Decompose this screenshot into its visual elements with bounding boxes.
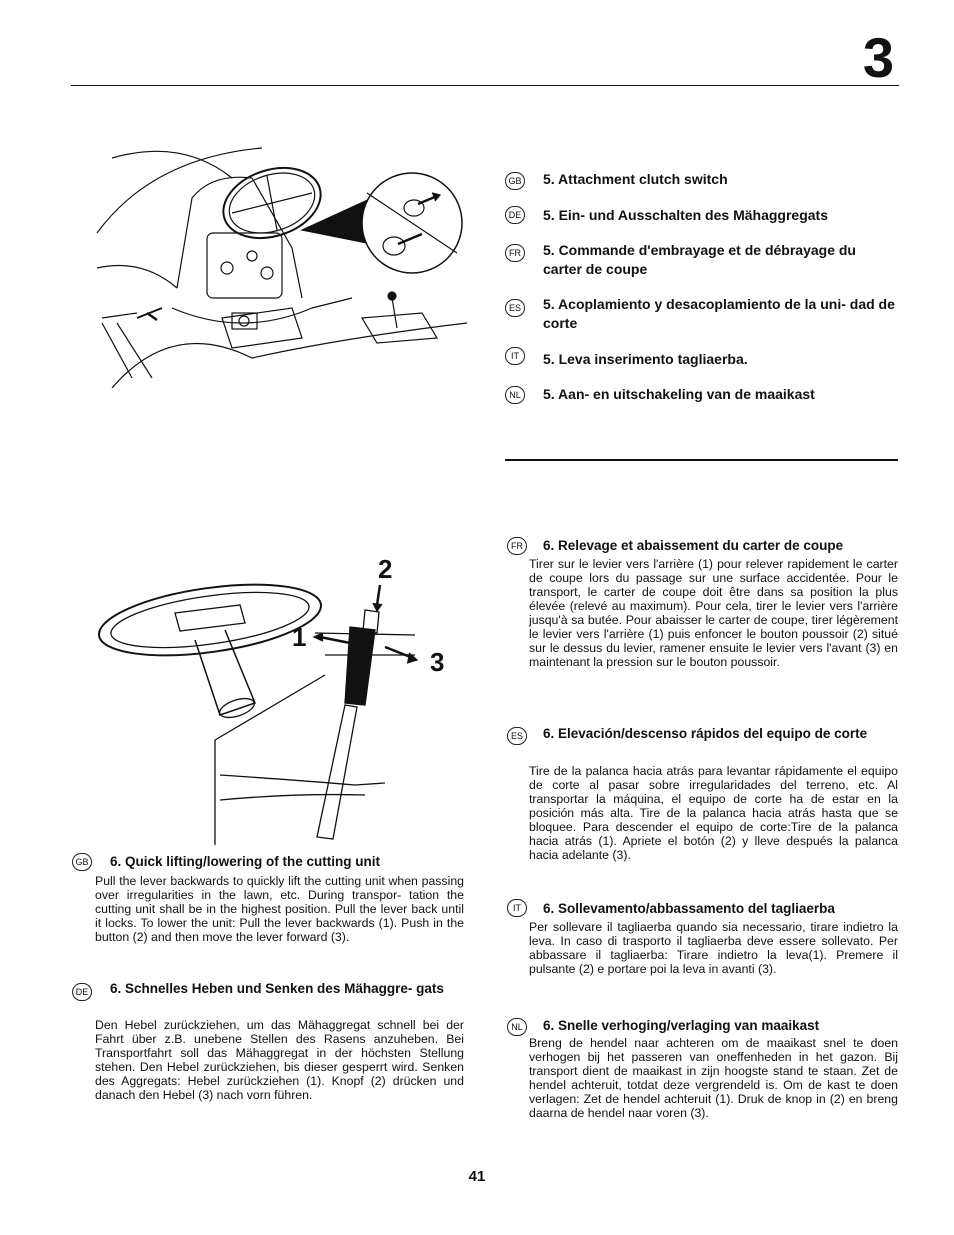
section-body-gb: Pull the lever backwards to quickly lift the cutting unit when passing over irregularities in the lawn, etc. During transpor- tation the cutting unit shall be in the highest position. Pull the lever back until it locks. To lower the unit: Pull the lever backwards (1). Push in the button (2) and then move the lever forward (3). (95, 874, 464, 944)
switch-item-gb: 5. Attachment clutch switch (543, 171, 728, 187)
lang-badge-de-6: DE (72, 983, 92, 1001)
section-title-de: 6. Schnelles Heben und Senken des Mähaggre- gats (110, 981, 444, 996)
lang-badge-de: DE (505, 206, 525, 224)
lang-badge-nl: NL (505, 386, 525, 404)
switch-item-nl: 5. Aan- en uitschakeling van de maaikast (543, 386, 815, 402)
header-rule (71, 85, 899, 86)
lang-badge-fr: FR (505, 244, 525, 262)
switch-item-es: 5. Acoplamiento y desacoplamiento de la uni- dad de corte (543, 296, 895, 331)
switch-item-de: 5. Ein- und Ausschalten des Mähaggregats (543, 207, 828, 223)
figure-label-2: 2 (378, 554, 393, 584)
lang-badge-nl-6: NL (507, 1018, 527, 1036)
section-body-es: Tire de la palanca hacia atrás para levantar rápidamente el equipo de corte al pasar sobre irregularidades del terreno, etc. Al transportar la máquina, el equipo de corte ha de estar en la posición más alta. Tire de la palanca hacia atrás hasta que se bloquee. Para descender el equipo de corte:Tire de la palanca hacia atrás (1). Apriete el botón (2) y lleve después la palanca hacia adelante (3). (529, 764, 898, 862)
figure-lift-lever (95, 555, 455, 845)
section-title-es: 6. Elevación/descenso rápidos del equipo de corte (543, 726, 868, 741)
switch-item-fr: 5. Commande d'embrayage et de débrayage du carter de coupe (543, 242, 856, 277)
switch-item-it: 5. Leva inserimento tagliaerba. (543, 351, 748, 367)
section-title-fr: 6. Relevage et abaissement du carter de coupe (543, 538, 844, 553)
page-number: 41 (468, 1168, 486, 1185)
lang-badge-it: IT (505, 347, 525, 365)
section-divider (505, 459, 898, 461)
section-title-it: 6. Sollevamento/abbassamento del tagliaerba (543, 901, 835, 916)
figure-label-3: 3 (430, 647, 445, 677)
lang-badge-gb-6: GB (72, 853, 92, 871)
lang-badge-it-6: IT (507, 899, 527, 917)
section-body-fr: Tirer sur le levier vers l'arrière (1) pour relever rapidement le carter de coupe lors du passage sur une surface accidentée. Pour le transport, le carter de coupe doit être dans sa position la plus élevée (relevé au maximum). Pour cela, tirer le levier vers l'arrière jusqu'à sa butée. Pour abaisser le carter de coupe, tirer légèrement le levier vers l'arrière (1) puis enfoncer le bouton poussoir (2) situé sur le dessus du levier, ramener ensuite le levier vers l'avant (3) en maintenant la pression sur le bouton poussoir. (529, 557, 898, 669)
figure-label-1: 1 (292, 622, 307, 652)
section-body-de: Den Hebel zurückziehen, um das Mähaggregat schnell bei der Fahrt über z.B. unebene Stellen des Rasens anzuheben. Bei Transportfahrt soll das Mähaggregat in der höchsten Stellung stehen. Den Hebel zurückziehen, bis dieser gesperrt wird. Senken des Aggregats: Hebel zurückziehen (1). Knopf (2) drücken und danach den Hebel (3) nach vorn führen. (95, 1018, 464, 1102)
figure-clutch-switch (92, 138, 467, 388)
lang-badge-es: ES (505, 299, 525, 317)
lang-badge-fr-6: FR (507, 537, 527, 555)
chapter-number: 3 (862, 26, 894, 89)
section-title-nl: 6. Snelle verhoging/verlaging van maaikast (543, 1018, 820, 1033)
lang-badge-gb: GB (505, 172, 525, 190)
lang-badge-es-6: ES (507, 727, 527, 745)
section-body-it: Per sollevare il tagliaerba quando sia necessario, tirare indietro la leva. In caso di trasporto il tagliaerba deve essere sollevato. Per abbassare il tagliaerba: Tirare indietro la leva(1). Premere il pulsante (2) e portare poi la leva in avanti (3). (529, 920, 898, 976)
section-title-gb: 6. Quick lifting/lowering of the cutting unit (110, 854, 380, 869)
section-body-nl: Breng de hendel naar achteren om de maaikast snel te doen verhogen bij het passeren van oneffenheden in het gazon. Bij transport dient de maaikast in zijn hoogste stand te staan. Zet de hendel achteruit, totdat deze vergrendeld is. Om de kast te doen verlagen: Zet de hendel achteruit (1). Druk de knop in (2) en breng daarna de hendel naar voren (3). (529, 1036, 898, 1120)
